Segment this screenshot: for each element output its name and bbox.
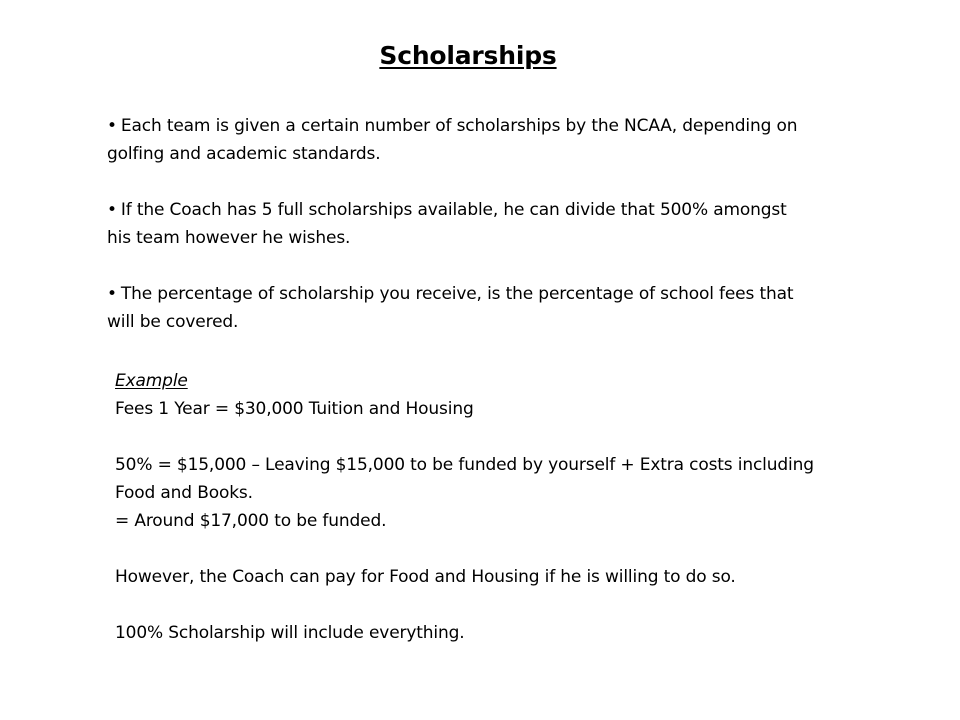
example-full-scholarship: 100% Scholarship will include everything. (115, 623, 465, 643)
slide-title: Scholarships (379, 41, 557, 70)
bullet-text: If the Coach has 5 full scholarships available, he can divide that 500% amongst his team however he wishes. (107, 200, 787, 248)
example-fees: Fees 1 Year = $30,000 Tuition and Housing (115, 399, 474, 419)
bullet-marker: • (107, 284, 117, 304)
bullet-text: Each team is given a certain number of scholarships by the NCAA, depending on golfing and academic standards. (107, 116, 798, 164)
bullet-text: The percentage of scholarship you receive, is the percentage of school fees that will be covered. (107, 284, 794, 332)
example-calculation: 50% = $15,000 – Leaving $15,000 to be funded by yourself + Extra costs including Food and Books. (115, 455, 814, 503)
bullet-marker: • (107, 200, 117, 220)
example-block (115, 367, 835, 647)
bullet-percentage-coverage (107, 280, 807, 336)
bullet-ncaa-allocation (107, 112, 807, 168)
example-heading: Example (115, 371, 188, 391)
bullet-list (107, 112, 807, 336)
bullet-coach-division (107, 196, 807, 252)
bullet-marker: • (107, 116, 117, 136)
example-coach-note: However, the Coach can pay for Food and Housing if he is willing to do so. (115, 567, 736, 587)
example-total: = Around $17,000 to be funded. (115, 511, 387, 531)
